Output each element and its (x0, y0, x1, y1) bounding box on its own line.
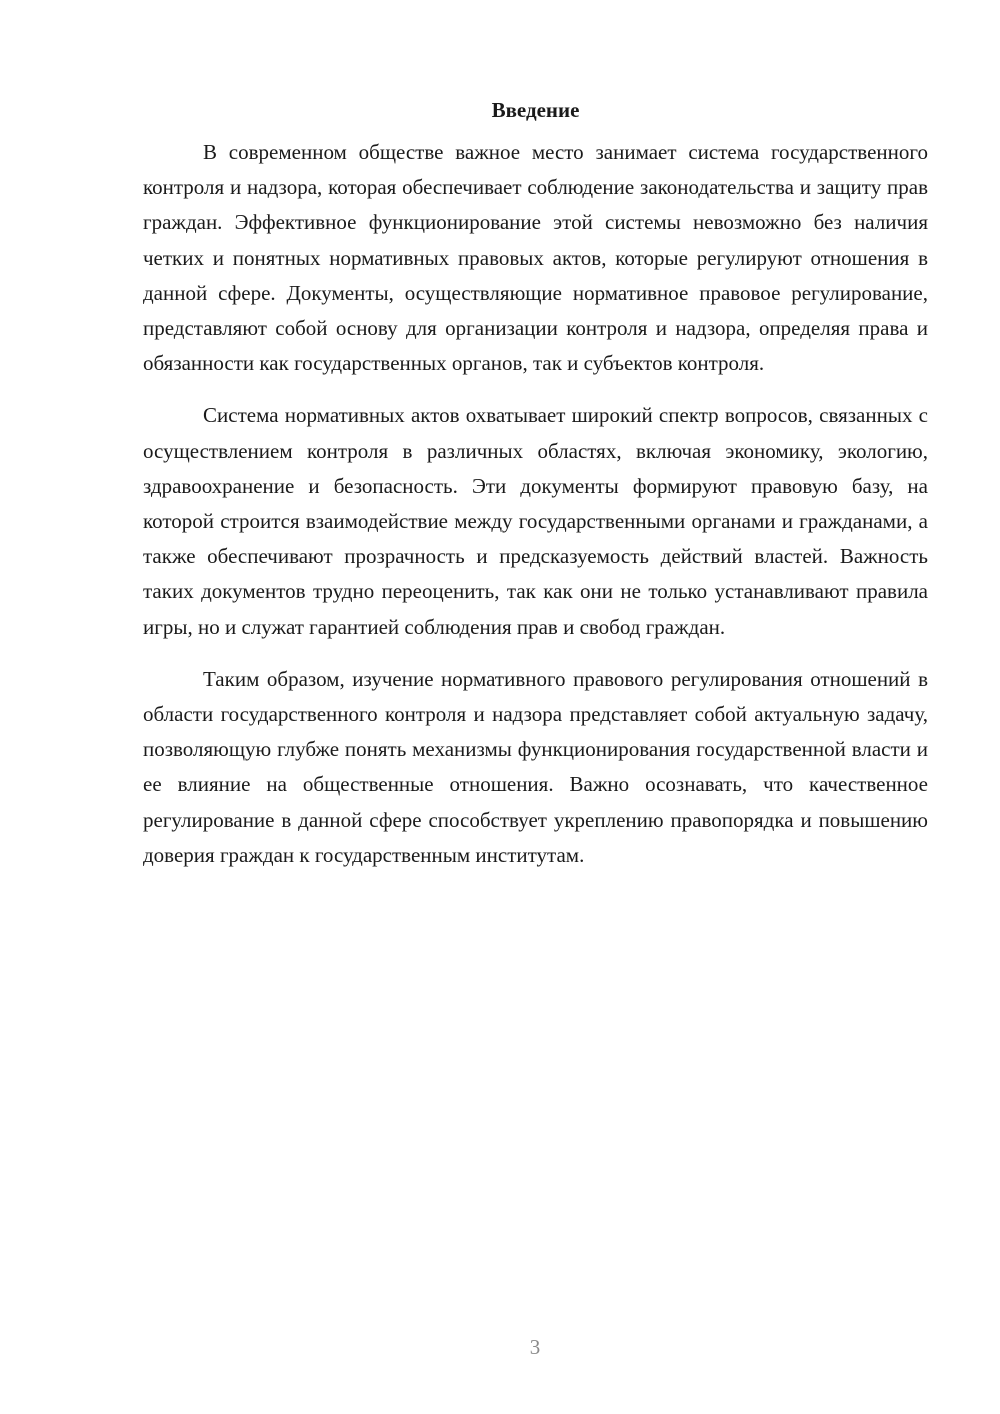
paragraph-1: В современном обществе важное место занимает система государственного контроля и надзора, которая обеспечивает соблюдение законодательства и защиту прав граждан. Эффективное функционирование этой системы невозможно без наличия четких и понятных нормативных правовых актов, которые регулируют отношения в данной сфере. Документы, осуществляющие нормативное правовое регулирование, представляют собой основу для организации контроля и надзора, определяя права и обязанности как государственных органов, так и субъектов контроля. (143, 140, 928, 376)
page-number: 3 (529, 1335, 541, 1359)
paragraph-2: Система нормативных актов охватывает широкий спектр вопросов, связанных с осуществлением контроля в различных областях, включая экономику, экологию, здравоохранение и безопасность. Эти документы формируют правовую базу, на которой строится взаимодействие между государственными органами и гражданами, а также обеспечивают прозрачность и предсказуемость действий властей. Важность таких документов трудно переоценить, так как они не только устанавливают правила игры, но и служат гарантией соблюдения прав и свобод граждан. (143, 403, 928, 639)
document-body (143, 95, 928, 890)
paragraph-3: Таким образом, изучение нормативного правового регулирования отношений в области государственного контроля и надзора представляет собой актуальную задачу, позволяющую глубже понять механизмы функционирования государственной власти и ее влияние на общественные отношения. Важно осознавать, что качественное регулирование в данной сфере способствует укреплению правопорядка и повышению доверия граждан к государственным институтам. (143, 666, 928, 867)
section-heading: Введение (491, 98, 580, 122)
